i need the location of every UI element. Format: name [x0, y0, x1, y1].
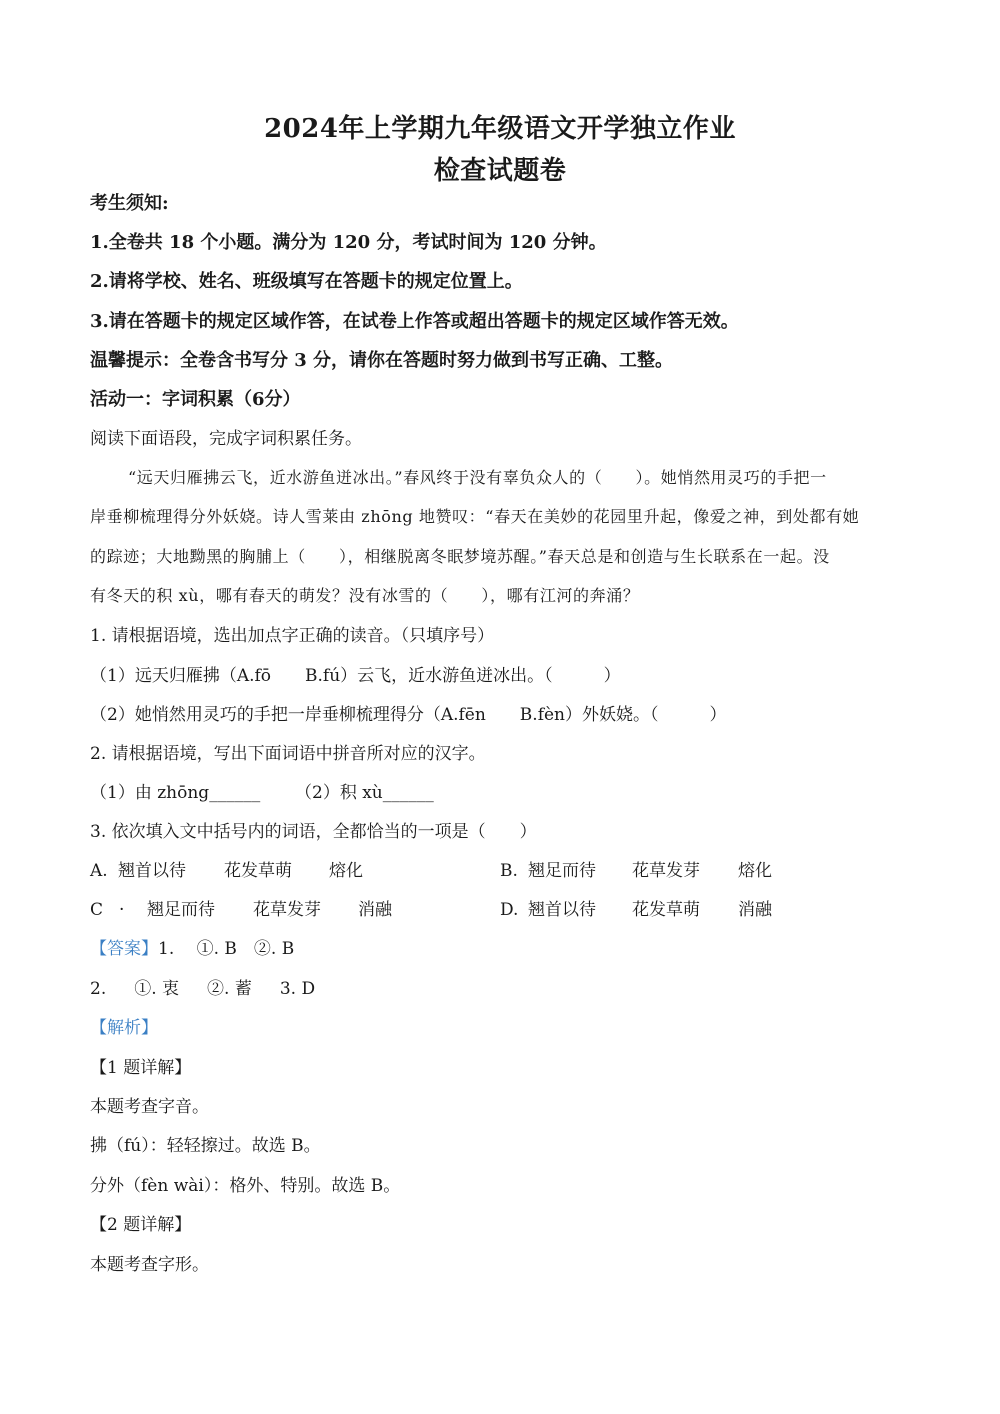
exam-subtitle: 检查试题卷 — [433, 156, 567, 186]
option-a-word-3: 熔化 — [329, 861, 363, 881]
passage-line-2: 岸垂柳梳理得分外妖娆。诗人雪莱由 zhōng 地赞叹：“春天在美妙的花园里升起，像爱之神，到处都有她 — [90, 507, 860, 526]
notice-heading: 考生须知: — [90, 193, 169, 214]
passage-line-3: 的踪迹；大地黝黑的胸脯上（ ），相继脱离冬眠梦境苏醒。”春天总是和创造与生长联系在一起。没 — [90, 547, 830, 566]
option-b-word-3: 熔化 — [738, 861, 772, 881]
answer-row-1 — [90, 937, 294, 961]
question-2-1: （1）由 zhōng______ — [90, 783, 261, 803]
passage-line-1: “远天归雁拂云飞，近水游鱼迸冰出。”春风终于没有辜负众人的（ ）。她悄然用灵巧的手把一 — [128, 468, 827, 487]
analysis-section-1-b: 分外（fèn wài）：格外、特别。故选 B。 — [90, 1176, 401, 1196]
notice-tip: 温馨提示：全卷含书写分 3 分，请你在答题时努力做到书写正确、工整。 — [90, 350, 674, 371]
option-c-letter: C — [90, 900, 104, 920]
option-d-word-2: 花发草萌 — [632, 900, 700, 920]
option-a-word-1: 翘首以待 — [118, 861, 186, 881]
analysis-tag: 【解析】 — [90, 1018, 158, 1038]
answer-line-2-a: ①. 衷 — [134, 979, 180, 999]
question-3: 3. 依次填入文中括号内的词语，全都恰当的一项是（ ） — [90, 822, 537, 842]
notice-item-3: 3.请在答题卡的规定区域作答，在试卷上作答或超出答题卡的规定区域作答无效。 — [90, 311, 739, 332]
option-b-word-1: 翘足而待 — [528, 861, 596, 881]
option-c-word-1: 翘足而待 — [147, 900, 215, 920]
answer-line-2-c: 3. D — [279, 979, 316, 999]
option-c-dot: · — [119, 900, 125, 920]
analysis-section-2-intro: 本题考查字形。 — [90, 1255, 209, 1275]
activity-heading: 活动一：字词积累（6分） — [90, 389, 301, 410]
option-d-letter: D. — [500, 900, 519, 920]
analysis-section-1: 【1 题详解】 — [90, 1058, 192, 1078]
analysis-section-1-a: 拂（fú）：轻轻擦过。故选 B。 — [90, 1136, 321, 1156]
question-2-2: （2）积 xù______ — [295, 783, 434, 803]
question-2: 2. 请根据语境，写出下面词语中拼音所对应的汉字。 — [90, 744, 486, 764]
option-d-word-1: 翘首以待 — [528, 900, 596, 920]
option-a-letter: A. — [90, 861, 108, 881]
notice-item-1: 1.全卷共 18 个小题。满分为 120 分，考试时间为 120 分钟。 — [90, 232, 607, 253]
notice-item-2: 2.请将学校、姓名、班级填写在答题卡的规定位置上。 — [90, 271, 523, 292]
question-1-2: （2）她悄然用灵巧的手把一岸垂柳梳理得分（A.fēn B.fèn）外妖娆。（ ） — [90, 705, 727, 725]
answer-line-1: 1. ①. B ②. B — [158, 939, 295, 959]
answer-line-2-num: 2. — [90, 979, 107, 999]
analysis-section-2: 【2 题详解】 — [90, 1215, 192, 1235]
passage-line-4: 有冬天的积 xù，哪有春天的萌发？没有冰雪的（ ），哪有江河的奔涌？ — [90, 586, 640, 605]
option-c-word-2: 花草发芽 — [253, 900, 321, 920]
option-b-word-2: 花草发芽 — [632, 861, 700, 881]
question-1-1: （1）远天归雁拂（A.fō B.fú）云飞，近水游鱼迸冰出。（ ） — [90, 666, 621, 686]
activity-instruction: 阅读下面语段，完成字词积累任务。 — [90, 429, 362, 449]
exam-title: 2024年上学期九年级语文开学独立作业 — [264, 114, 736, 144]
answer-tag: 【答案】 — [90, 939, 158, 959]
option-a-word-2: 花发草萌 — [224, 861, 292, 881]
question-1: 1. 请根据语境，选出加点字正确的读音。（只填序号） — [90, 626, 495, 646]
answer-row-2 — [90, 977, 315, 1001]
option-b-letter: B. — [500, 861, 518, 881]
analysis-section-1-intro: 本题考查字音。 — [90, 1097, 209, 1117]
option-c-word-3: 消融 — [358, 900, 392, 920]
option-d-word-3: 消融 — [738, 900, 772, 920]
answer-line-2-b: ②. 蓄 — [207, 979, 252, 999]
